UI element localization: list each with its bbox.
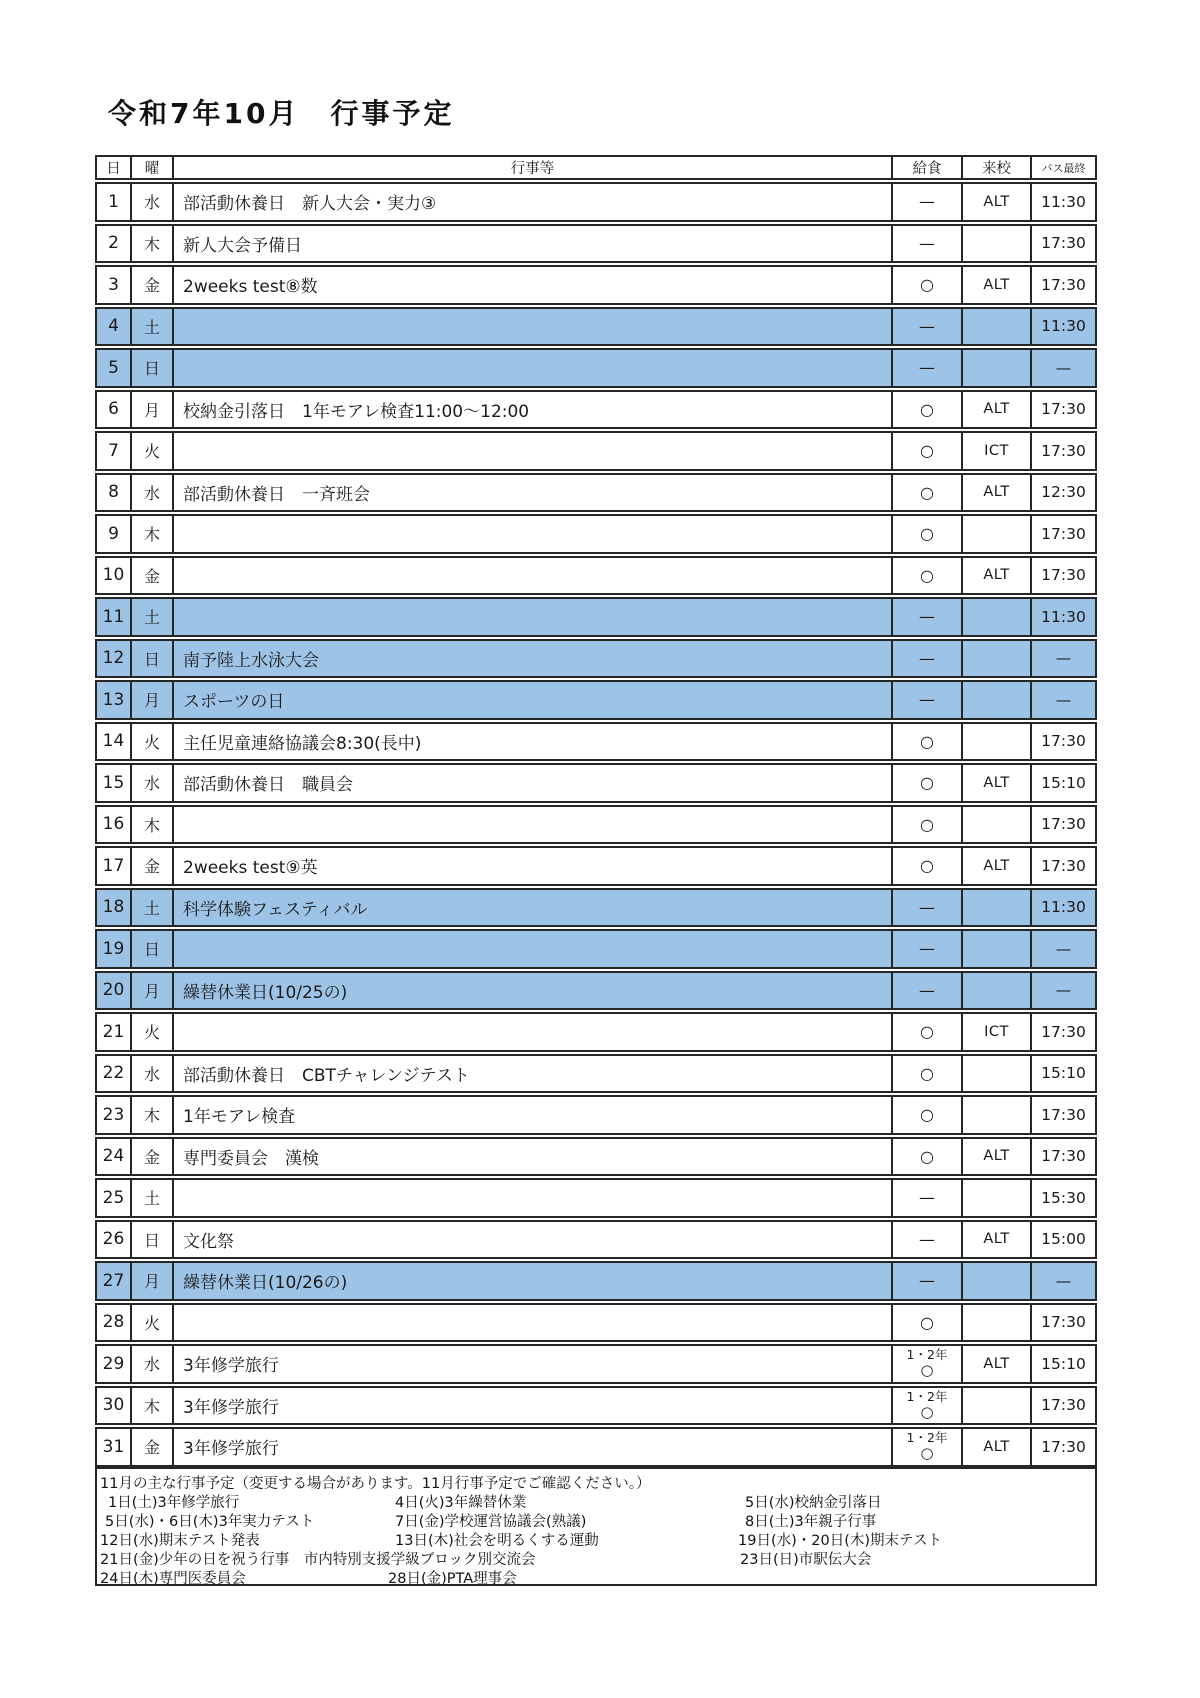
- lunch-mark: ○: [920, 1444, 934, 1463]
- visitor-cell: [961, 1303, 1030, 1343]
- event-cell: 3年修学旅行: [172, 1386, 891, 1426]
- last-bus-cell: —: [1030, 639, 1097, 679]
- table-row: [95, 929, 1097, 969]
- table-row: [95, 1137, 1097, 1177]
- visitor-cell: [961, 888, 1030, 928]
- visitor-cell: [961, 597, 1030, 637]
- weekday-cell: 水: [130, 182, 172, 222]
- col-header-visitor: 来校: [961, 155, 1030, 180]
- last-bus-cell: —: [1030, 971, 1097, 1011]
- table-row: [95, 348, 1097, 388]
- lunch-cell: ○: [891, 722, 961, 762]
- visitor-cell: [961, 639, 1030, 679]
- day-cell: 13: [95, 680, 130, 720]
- last-bus-cell: 17:30: [1030, 1386, 1097, 1426]
- event-cell: 専門委員会 漢検: [172, 1137, 891, 1177]
- weekday-cell: 土: [130, 307, 172, 347]
- day-cell: 2: [95, 224, 130, 264]
- note-segment: 23日(日)市駅伝大会: [740, 1552, 872, 1568]
- event-cell: 部活動休養日 職員会: [172, 763, 891, 803]
- note-segment: 24日(木)専門医委員会: [100, 1571, 246, 1587]
- last-bus-cell: 11:30: [1030, 307, 1097, 347]
- last-bus-cell: 17:30: [1030, 1303, 1097, 1343]
- weekday-cell: 火: [130, 1303, 172, 1343]
- event-cell: 2weeks test⑨英: [172, 846, 891, 886]
- event-cell: [172, 1012, 891, 1052]
- day-cell: 6: [95, 390, 130, 430]
- lunch-cell: —: [891, 1178, 961, 1218]
- visitor-cell: [961, 1054, 1030, 1094]
- day-cell: 30: [95, 1386, 130, 1426]
- visitor-cell: ALT: [961, 1137, 1030, 1177]
- lunch-cell: [891, 1344, 961, 1384]
- day-cell: 11: [95, 597, 130, 637]
- visitor-cell: [961, 1261, 1030, 1301]
- col-header-last-bus: バス最終: [1030, 155, 1097, 180]
- lunch-cell: [891, 1386, 961, 1426]
- event-cell: [172, 805, 891, 845]
- visitor-cell: [961, 971, 1030, 1011]
- lunch-cell: —: [891, 1261, 961, 1301]
- weekday-cell: 金: [130, 846, 172, 886]
- visitor-cell: [961, 514, 1030, 554]
- weekday-cell: 金: [130, 556, 172, 596]
- day-cell: 4: [95, 307, 130, 347]
- table-row: [95, 390, 1097, 430]
- table-row: [95, 1220, 1097, 1260]
- lunch-cell: —: [891, 182, 961, 222]
- lunch-cell: —: [891, 307, 961, 347]
- visitor-cell: [961, 1095, 1030, 1135]
- last-bus-cell: —: [1030, 1261, 1097, 1301]
- lunch-cell: ○: [891, 1095, 961, 1135]
- table-row: [95, 307, 1097, 347]
- table-row: [95, 265, 1097, 305]
- last-bus-cell: 12:30: [1030, 473, 1097, 513]
- last-bus-cell: 11:30: [1030, 888, 1097, 928]
- table-row: [95, 1178, 1097, 1218]
- last-bus-cell: 15:30: [1030, 1178, 1097, 1218]
- weekday-cell: 火: [130, 431, 172, 471]
- day-cell: 19: [95, 929, 130, 969]
- last-bus-cell: —: [1030, 929, 1097, 969]
- day-cell: 14: [95, 722, 130, 762]
- lunch-cell: —: [891, 971, 961, 1011]
- table-row: [95, 182, 1097, 222]
- event-cell: 3年修学旅行: [172, 1427, 891, 1467]
- event-cell: 部活動休養日 CBTチャレンジテスト: [172, 1054, 891, 1094]
- note-segment: 7日(金)学校運営協議会(熟議): [395, 1514, 587, 1530]
- event-cell: 繰替休業日(10/26の): [172, 1261, 891, 1301]
- table-row: [95, 846, 1097, 886]
- event-cell: 繰替休業日(10/25の): [172, 971, 891, 1011]
- lunch-cell: ○: [891, 805, 961, 845]
- weekday-cell: 土: [130, 1178, 172, 1218]
- day-cell: 31: [95, 1427, 130, 1467]
- last-bus-cell: —: [1030, 680, 1097, 720]
- november-notes: [95, 1467, 1097, 1586]
- last-bus-cell: 17:30: [1030, 805, 1097, 845]
- last-bus-cell: 17:30: [1030, 722, 1097, 762]
- lunch-cell: ○: [891, 1054, 961, 1094]
- visitor-cell: [961, 722, 1030, 762]
- lunch-cell: ○: [891, 431, 961, 471]
- lunch-cell: ○: [891, 846, 961, 886]
- note-line: [97, 1491, 1095, 1510]
- page-title: 令和7年10月 行事予定: [108, 97, 455, 130]
- event-cell: [172, 1178, 891, 1218]
- event-cell: 文化祭: [172, 1220, 891, 1260]
- last-bus-cell: 17:30: [1030, 390, 1097, 430]
- visitor-cell: ALT: [961, 390, 1030, 430]
- event-cell: 主任児童連絡協議会8:30(長中): [172, 722, 891, 762]
- table-row: [95, 1427, 1097, 1467]
- lunch-grades-note: 1・2年: [906, 1388, 948, 1404]
- note-segment: 12日(水)期末テスト発表: [100, 1533, 260, 1549]
- visitor-cell: [961, 307, 1030, 347]
- header-row: [95, 155, 1097, 180]
- lunch-cell: —: [891, 1220, 961, 1260]
- day-cell: 9: [95, 514, 130, 554]
- note-segment: 21日(金)少年の日を祝う行事 市内特別支援学級ブロック別交流会: [100, 1552, 536, 1568]
- day-cell: 12: [95, 639, 130, 679]
- day-cell: 28: [95, 1303, 130, 1343]
- lunch-cell: —: [891, 929, 961, 969]
- note-line: [97, 1472, 1095, 1491]
- visitor-cell: ALT: [961, 182, 1030, 222]
- event-cell: [172, 348, 891, 388]
- lunch-cell: —: [891, 224, 961, 264]
- weekday-cell: 金: [130, 1137, 172, 1177]
- event-cell: スポーツの日: [172, 680, 891, 720]
- day-cell: 25: [95, 1178, 130, 1218]
- table-row: [95, 1386, 1097, 1426]
- day-cell: 26: [95, 1220, 130, 1260]
- lunch-cell: ○: [891, 556, 961, 596]
- note-segment: 19日(水)・20日(木)期末テスト: [738, 1533, 942, 1549]
- table-row: [95, 639, 1097, 679]
- table-row: [95, 971, 1097, 1011]
- last-bus-cell: 17:30: [1030, 1137, 1097, 1177]
- weekday-cell: 日: [130, 1220, 172, 1260]
- last-bus-cell: 17:30: [1030, 1095, 1097, 1135]
- event-cell: 南予陸上水泳大会: [172, 639, 891, 679]
- visitor-cell: ALT: [961, 1220, 1030, 1260]
- note-line: [97, 1548, 1095, 1567]
- note-segment: 1日(土)3年修学旅行: [108, 1495, 240, 1511]
- weekday-cell: 水: [130, 1344, 172, 1384]
- weekday-cell: 水: [130, 473, 172, 513]
- lunch-grades-note: 1・2年: [906, 1430, 948, 1446]
- last-bus-cell: 17:30: [1030, 265, 1097, 305]
- event-cell: 校納金引落日 1年モアレ検査11:00～12:00: [172, 390, 891, 430]
- day-cell: 24: [95, 1137, 130, 1177]
- note-segment: 13日(木)社会を明るくする運動: [395, 1533, 599, 1549]
- weekday-cell: 月: [130, 971, 172, 1011]
- day-cell: 18: [95, 888, 130, 928]
- last-bus-cell: 11:30: [1030, 182, 1097, 222]
- lunch-cell: —: [891, 680, 961, 720]
- weekday-cell: 土: [130, 597, 172, 637]
- note-segment: 8日(土)3年親子行事: [745, 1514, 877, 1530]
- last-bus-cell: 17:30: [1030, 846, 1097, 886]
- last-bus-cell: 17:30: [1030, 224, 1097, 264]
- visitor-cell: ICT: [961, 431, 1030, 471]
- weekday-cell: 月: [130, 1261, 172, 1301]
- table-row: [95, 805, 1097, 845]
- lunch-cell: [891, 1427, 961, 1467]
- note-segment: 4日(火)3年繰替休業: [395, 1495, 527, 1511]
- visitor-cell: ALT: [961, 1427, 1030, 1467]
- weekday-cell: 火: [130, 1012, 172, 1052]
- visitor-cell: ICT: [961, 1012, 1030, 1052]
- weekday-cell: 火: [130, 722, 172, 762]
- event-cell: [172, 929, 891, 969]
- col-header-lunch: 給食: [891, 155, 961, 180]
- lunch-cell: ○: [891, 1137, 961, 1177]
- table-row: [95, 722, 1097, 762]
- lunch-cell: ○: [891, 763, 961, 803]
- last-bus-cell: 17:30: [1030, 1427, 1097, 1467]
- event-cell: 部活動休養日 新人大会・実力③: [172, 182, 891, 222]
- note-line: [97, 1567, 1095, 1586]
- table-row: [95, 888, 1097, 928]
- table-row: [95, 1344, 1097, 1384]
- note-segment: 5日(水)・6日(木)3年実力テスト: [105, 1514, 315, 1530]
- weekday-cell: 木: [130, 224, 172, 264]
- visitor-cell: ALT: [961, 1344, 1030, 1384]
- event-cell: 科学体験フェスティバル: [172, 888, 891, 928]
- day-cell: 8: [95, 473, 130, 513]
- event-cell: [172, 307, 891, 347]
- weekday-cell: 月: [130, 390, 172, 430]
- lunch-cell: —: [891, 348, 961, 388]
- last-bus-cell: 17:30: [1030, 431, 1097, 471]
- last-bus-cell: 15:10: [1030, 1054, 1097, 1094]
- table-row: [95, 514, 1097, 554]
- visitor-cell: ALT: [961, 556, 1030, 596]
- note-segment: 28日(金)PTA理事会: [388, 1571, 517, 1587]
- weekday-cell: 水: [130, 1054, 172, 1094]
- lunch-cell: ○: [891, 1303, 961, 1343]
- visitor-cell: [961, 348, 1030, 388]
- last-bus-cell: 17:30: [1030, 556, 1097, 596]
- last-bus-cell: 17:30: [1030, 1012, 1097, 1052]
- table-row: [95, 1054, 1097, 1094]
- event-cell: 1年モアレ検査: [172, 1095, 891, 1135]
- weekday-cell: 木: [130, 514, 172, 554]
- table-row: [95, 1261, 1097, 1301]
- day-cell: 23: [95, 1095, 130, 1135]
- weekday-cell: 木: [130, 1095, 172, 1135]
- last-bus-cell: 15:10: [1030, 763, 1097, 803]
- weekday-cell: 月: [130, 680, 172, 720]
- day-cell: 27: [95, 1261, 130, 1301]
- last-bus-cell: 17:30: [1030, 514, 1097, 554]
- lunch-cell: ○: [891, 473, 961, 513]
- weekday-cell: 土: [130, 888, 172, 928]
- event-cell: [172, 597, 891, 637]
- lunch-cell: ○: [891, 390, 961, 430]
- day-cell: 1: [95, 182, 130, 222]
- table-row: [95, 1012, 1097, 1052]
- weekday-cell: 日: [130, 348, 172, 388]
- visitor-cell: [961, 929, 1030, 969]
- table-row: [95, 597, 1097, 637]
- visitor-cell: [961, 224, 1030, 264]
- schedule-table: [95, 153, 1097, 1469]
- table-row: [95, 680, 1097, 720]
- note-line: [97, 1529, 1095, 1548]
- day-cell: 3: [95, 265, 130, 305]
- table-row: [95, 556, 1097, 596]
- day-cell: 20: [95, 971, 130, 1011]
- lunch-grades-note: 1・2年: [906, 1347, 948, 1363]
- table-row: [95, 1095, 1097, 1135]
- day-cell: 10: [95, 556, 130, 596]
- weekday-cell: 木: [130, 805, 172, 845]
- lunch-cell: ○: [891, 514, 961, 554]
- lunch-mark: ○: [920, 1361, 934, 1380]
- lunch-cell: —: [891, 639, 961, 679]
- weekday-cell: 金: [130, 1427, 172, 1467]
- event-cell: 部活動休養日 一斉班会: [172, 473, 891, 513]
- event-cell: 3年修学旅行: [172, 1344, 891, 1384]
- day-cell: 15: [95, 763, 130, 803]
- last-bus-cell: 15:10: [1030, 1344, 1097, 1384]
- col-header-events: 行事等: [172, 155, 891, 180]
- table-row: [95, 431, 1097, 471]
- weekday-cell: 水: [130, 763, 172, 803]
- day-cell: 29: [95, 1344, 130, 1384]
- note-segment: 5日(水)校納金引落日: [745, 1495, 882, 1511]
- weekday-cell: 金: [130, 265, 172, 305]
- event-cell: 2weeks test⑧数: [172, 265, 891, 305]
- table-row: [95, 224, 1097, 264]
- note-line: [97, 1510, 1095, 1529]
- day-cell: 5: [95, 348, 130, 388]
- note-segment: 11月の主な行事予定（変更する場合があります。11月行事予定でご確認ください。）: [100, 1476, 651, 1492]
- table-row: [95, 473, 1097, 513]
- visitor-cell: [961, 1386, 1030, 1426]
- last-bus-cell: —: [1030, 348, 1097, 388]
- col-header-weekday: 曜: [130, 155, 172, 180]
- lunch-cell: ○: [891, 265, 961, 305]
- visitor-cell: [961, 1178, 1030, 1218]
- lunch-cell: ○: [891, 1012, 961, 1052]
- last-bus-cell: 11:30: [1030, 597, 1097, 637]
- event-cell: 新人大会予備日: [172, 224, 891, 264]
- visitor-cell: ALT: [961, 763, 1030, 803]
- weekday-cell: 木: [130, 1386, 172, 1426]
- visitor-cell: [961, 805, 1030, 845]
- day-cell: 22: [95, 1054, 130, 1094]
- event-cell: [172, 431, 891, 471]
- visitor-cell: ALT: [961, 265, 1030, 305]
- event-cell: [172, 1303, 891, 1343]
- weekday-cell: 日: [130, 639, 172, 679]
- lunch-mark: ○: [920, 1402, 934, 1421]
- visitor-cell: [961, 680, 1030, 720]
- weekday-cell: 日: [130, 929, 172, 969]
- day-cell: 17: [95, 846, 130, 886]
- lunch-cell: —: [891, 597, 961, 637]
- col-header-day: 日: [95, 155, 130, 180]
- table-row: [95, 1303, 1097, 1343]
- day-cell: 7: [95, 431, 130, 471]
- last-bus-cell: 15:00: [1030, 1220, 1097, 1260]
- day-cell: 21: [95, 1012, 130, 1052]
- event-cell: [172, 556, 891, 596]
- visitor-cell: ALT: [961, 846, 1030, 886]
- day-cell: 16: [95, 805, 130, 845]
- table-row: [95, 763, 1097, 803]
- visitor-cell: ALT: [961, 473, 1030, 513]
- lunch-cell: —: [891, 888, 961, 928]
- event-cell: [172, 514, 891, 554]
